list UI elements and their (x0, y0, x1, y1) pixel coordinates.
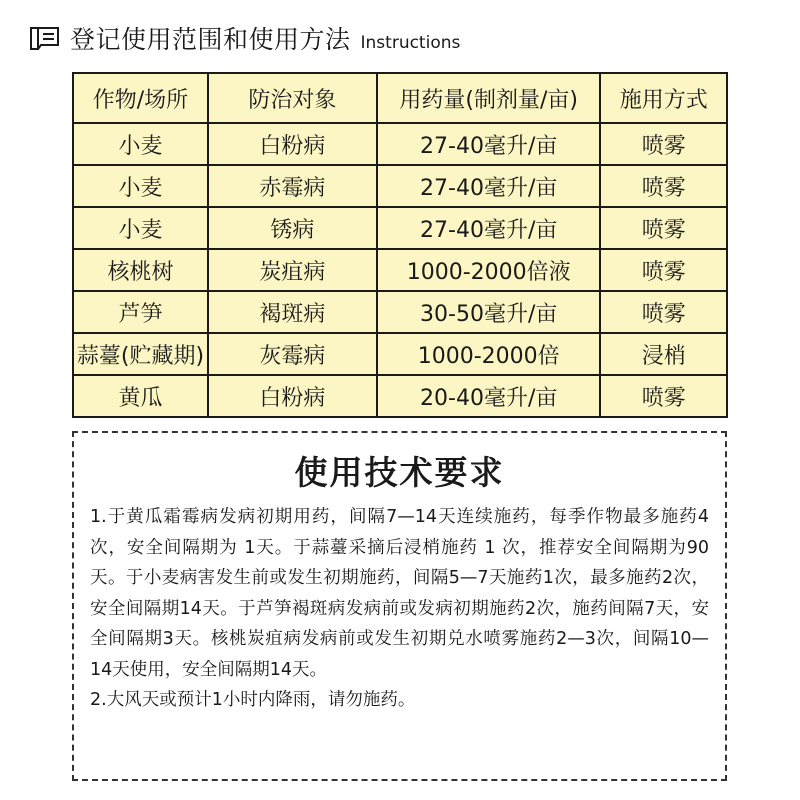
cell-target: 褐斑病 (208, 291, 377, 333)
cell-dosage: 27-40毫升/亩 (377, 123, 600, 165)
cell-dosage: 1000-2000倍 (377, 333, 600, 375)
table-row (73, 165, 727, 207)
header-dosage: 用药量(制剂量/亩) (377, 73, 600, 123)
cell-dosage: 27-40毫升/亩 (377, 207, 600, 249)
section-subtitle: Instructions (360, 33, 461, 53)
technical-requirements-title: 使用技术要求 (294, 453, 505, 492)
cell-method: 喷雾 (600, 291, 727, 333)
cell-target: 赤霉病 (208, 165, 377, 207)
technical-requirements-box (72, 431, 727, 781)
cell-dosage: 30-50毫升/亩 (377, 291, 600, 333)
section-title: 登记使用范围和使用方法 (70, 25, 351, 54)
cell-crop: 芦笋 (73, 291, 208, 333)
cell-crop: 核桃树 (73, 249, 208, 291)
header-method: 施用方式 (600, 73, 727, 123)
cell-dosage: 27-40毫升/亩 (377, 165, 600, 207)
cell-target: 灰霉病 (208, 333, 377, 375)
cell-crop: 小麦 (73, 207, 208, 249)
table-row (73, 207, 727, 249)
cell-target: 锈病 (208, 207, 377, 249)
cell-method: 喷雾 (600, 123, 727, 165)
table-row (73, 375, 727, 417)
cell-method: 喷雾 (600, 375, 727, 417)
cell-method: 喷雾 (600, 207, 727, 249)
cell-crop: 蒜薹(贮藏期) (73, 333, 208, 375)
cell-method: 喷雾 (600, 165, 727, 207)
cell-target: 白粉病 (208, 123, 377, 165)
table-row (73, 249, 727, 291)
table-row (73, 123, 727, 165)
header-target: 防治对象 (208, 73, 377, 123)
cell-target: 白粉病 (208, 375, 377, 417)
cell-method: 浸梢 (600, 333, 727, 375)
technical-paragraph-1: 1.于黄瓜霜霉病发病初期用药，间隔7—14天连续施药，每季作物最多施药4次，安全间隔期为 1天。于蒜薹采摘后浸梢施药 1 次，推荐安全间隔期为90 天。于小麦病害发生前或发生初期施药，间隔5—7天施药1次，最多施药2次，安全间隔期14天。于芦笋褐斑病发病前或发病初期施药2次，施药间隔7天，安全间隔期3天。核桃炭疽病发病前或发生初期兑水喷雾施药2—3次，间隔10—14天使用，安全间隔期14天。 (90, 507, 709, 680)
cell-dosage: 20-40毫升/亩 (377, 375, 600, 417)
table-row (73, 291, 727, 333)
table-header-row (73, 73, 727, 123)
technical-paragraph-2: 2.大风天或预计1小时内降雨，请勿施药。 (90, 690, 416, 710)
cell-crop: 黄瓜 (73, 375, 208, 417)
section-header (28, 18, 460, 58)
table-row (73, 333, 727, 375)
header-crop: 作物/场所 (73, 73, 208, 123)
registration-table (72, 72, 728, 418)
cell-target: 炭疽病 (208, 249, 377, 291)
cell-crop: 小麦 (73, 123, 208, 165)
cell-method: 喷雾 (600, 249, 727, 291)
cell-crop: 小麦 (73, 165, 208, 207)
cell-dosage: 1000-2000倍液 (377, 249, 600, 291)
book-icon (28, 23, 64, 53)
